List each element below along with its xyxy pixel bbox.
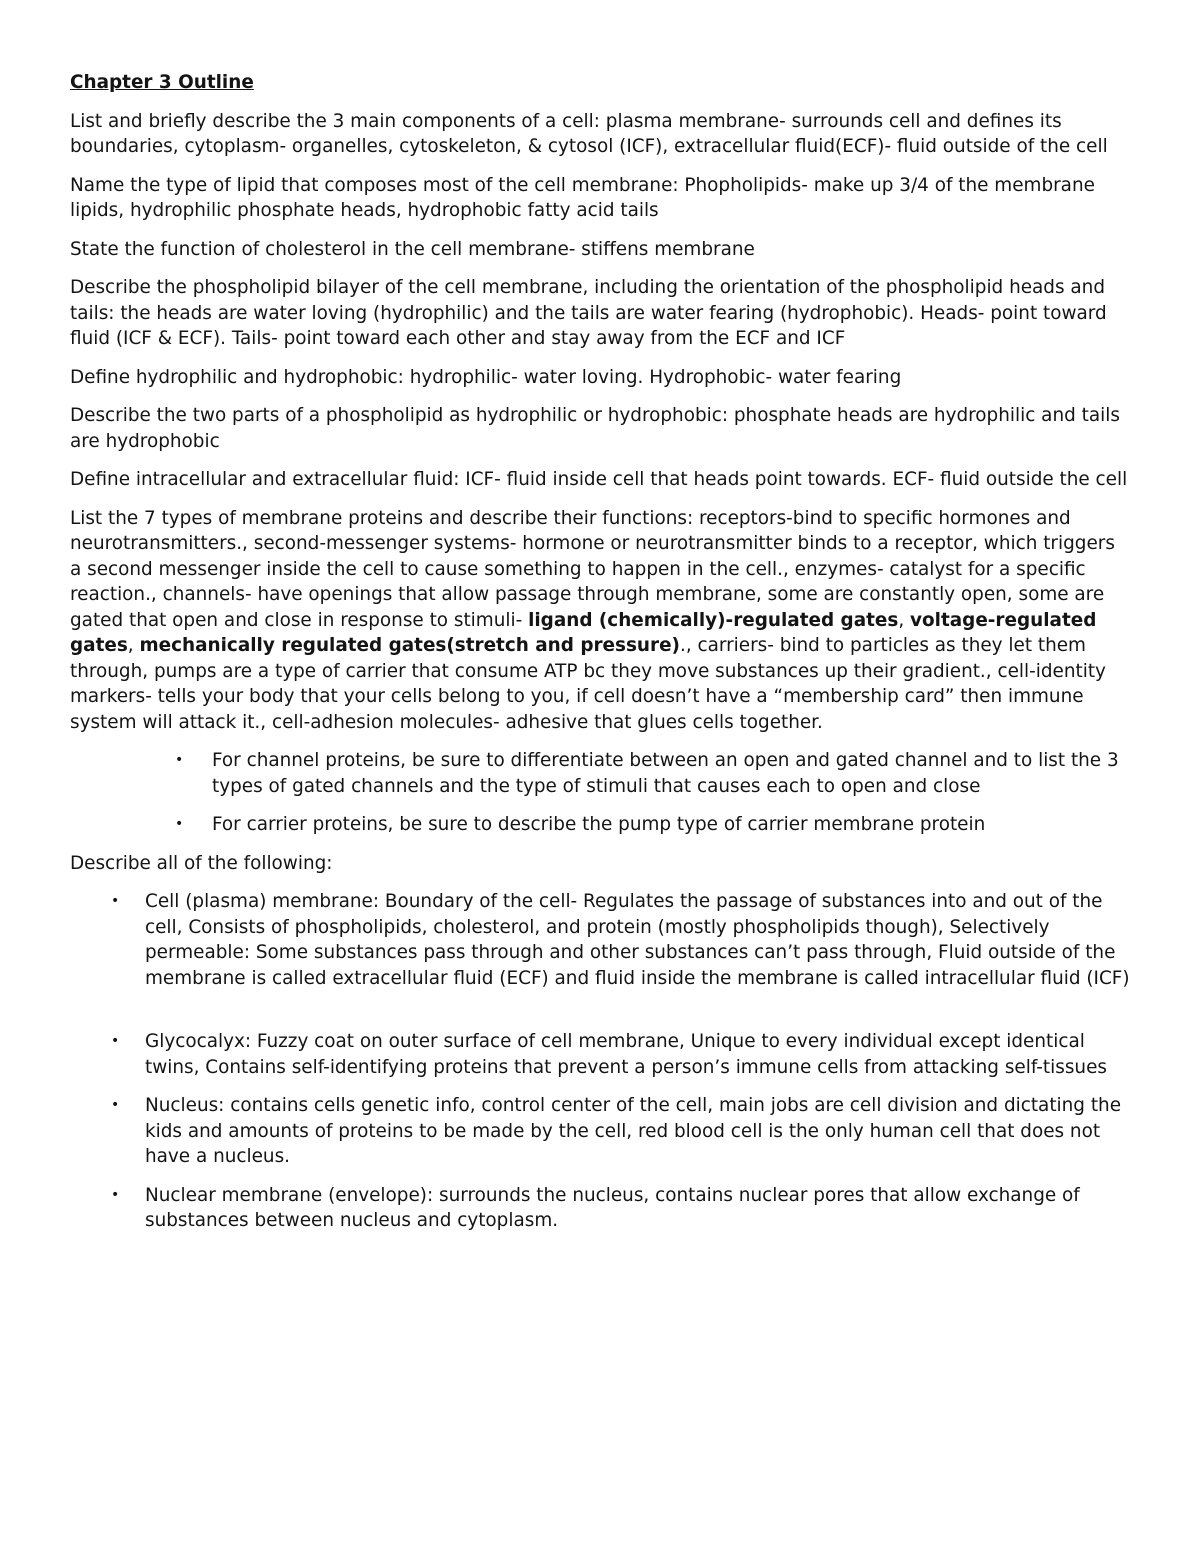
bullet-icon: • bbox=[111, 893, 120, 909]
separator: , bbox=[898, 609, 911, 631]
paragraph-bilayer: Describe the phospholipid bilayer of the cell membrane, including the orientation of the phospholipid heads and tails: the heads are water loving (hydrophilic) and the tails are water fearing (hydrophobic). Heads- point toward fluid (ICF & ECF). Tails- point toward each other and stay away from the ECF and ICF bbox=[70, 277, 1107, 349]
membrane-proteins-intro: List the 7 types of membrane proteins and describe their functions: receptors-bind to specific hormones and neurotransmitters., second-messenger systems- hormone or neurotransmitter binds to a receptor, which triggers a second messenger inside the cell to cause something to happen in the cell., enzymes- catalyst for a specific reaction., channels- have openings that allow passage through membrane, some are constantly open, some are gated that open and close in response to stimuli- bbox=[70, 507, 1115, 631]
list-item-text: For channel proteins, be sure to differentiate between an open and gated channel and to list the 3 types of gated channels and the type of stimuli that causes each to open and close bbox=[212, 750, 1119, 797]
bullet-icon: • bbox=[111, 1097, 120, 1113]
paragraph-icf-ecf: Define intracellular and extracellular fluid: ICF- fluid inside cell that heads point towards. ECF- fluid outside the cell bbox=[70, 469, 1128, 490]
describe-list bbox=[70, 889, 1130, 1234]
list-item bbox=[111, 889, 1130, 991]
paragraph-cell-components: List and briefly describe the 3 main components of a cell: plasma membrane- surrounds cell and defines its boundaries, cytoplasm- organelles, cytoskeleton, & cytosol (ICF), extracellular fluid(ECF)- fluid outside of the cell bbox=[70, 110, 1108, 157]
bold-voltage-gates: voltage-regulated gates bbox=[70, 609, 1097, 656]
paragraph-membrane-proteins bbox=[70, 506, 1130, 736]
list-item bbox=[111, 1183, 1130, 1234]
bullet-icon: • bbox=[175, 752, 184, 768]
list-item-text: Nuclear membrane (envelope): surrounds the nucleus, contains nuclear pores that allow exchange of substances between nucleus and cytoplasm. bbox=[145, 1184, 1080, 1231]
list-item bbox=[111, 1029, 1130, 1080]
bold-mechanical-gates: mechanically regulated gates(stretch and pressure) bbox=[139, 635, 680, 656]
list-item-text: Cell (plasma) membrane: Boundary of the cell- Regulates the passage of substances into and out of the cell, Consists of phospholipids, cholesterol, and protein (mostly phospholipids though), Selectively permeable: Some substances pass through and other substances can’t pass through, Fluid outside of the membrane is called extracellular fluid (ECF) and fluid inside the membrane is called intracellular fluid (ICF) bbox=[145, 891, 1130, 989]
separator: , bbox=[127, 635, 140, 656]
list-item-text: Glycocalyx: Fuzzy coat on outer surface of cell membrane, Unique to every individual except identical twins, Contains self-identifying proteins that prevent a person’s immune cells from attacking self-tissues bbox=[145, 1031, 1107, 1078]
list-item bbox=[175, 812, 1130, 838]
paragraph-hydrophilic-hydrophobic: Define hydrophilic and hydrophobic: hydrophilic- water loving. Hydrophobic- water fearing bbox=[70, 366, 902, 388]
sub-bullet-list bbox=[70, 748, 1130, 838]
bold-ligand-gates: ligand (chemically)-regulated gates bbox=[528, 609, 899, 631]
list-item-text: Nucleus: contains cells genetic info, control center of the cell, main jobs are cell division and dictating the kids and amounts of proteins to be made by the cell, red blood cell is the only human cell that does not have a nucleus. bbox=[145, 1095, 1122, 1167]
membrane-proteins-rest: ., carriers- bind to particles as they let them through, pumps are a type of carrier that consume ATP bc they move substances up their gradient., cell-identity markers- tells your body that your cells belong to you, if cell doesn’t have a “membership card” then immune system will attack it., cell-adhesion molecules- adhesive that glues cells together. bbox=[70, 635, 1106, 733]
bullet-icon: • bbox=[111, 1033, 120, 1049]
list-item bbox=[111, 1093, 1130, 1170]
paragraph-phospholipid-parts: Describe the two parts of a phospholipid as hydrophilic or hydrophobic: phosphate heads are hydrophilic and tails are hydrophobic bbox=[70, 405, 1120, 452]
page-title: Chapter 3 Outline bbox=[70, 72, 254, 93]
list-item-text: For carrier proteins, be sure to describe the pump type of carrier membrane protein bbox=[212, 814, 986, 835]
paragraph-cholesterol: State the function of cholesterol in the cell membrane- stiffens membrane bbox=[70, 238, 755, 260]
bullet-icon: • bbox=[175, 816, 184, 832]
list-item bbox=[175, 748, 1130, 799]
bullet-icon: • bbox=[111, 1186, 120, 1203]
paragraph-membrane-lipid: Name the type of lipid that composes most of the cell membrane: Phopholipids- make up 3/4 of the membrane lipids, hydrophilic phosphate heads, hydrophobic fatty acid tails bbox=[70, 174, 1095, 221]
describe-heading: Describe all of the following: bbox=[70, 852, 333, 874]
